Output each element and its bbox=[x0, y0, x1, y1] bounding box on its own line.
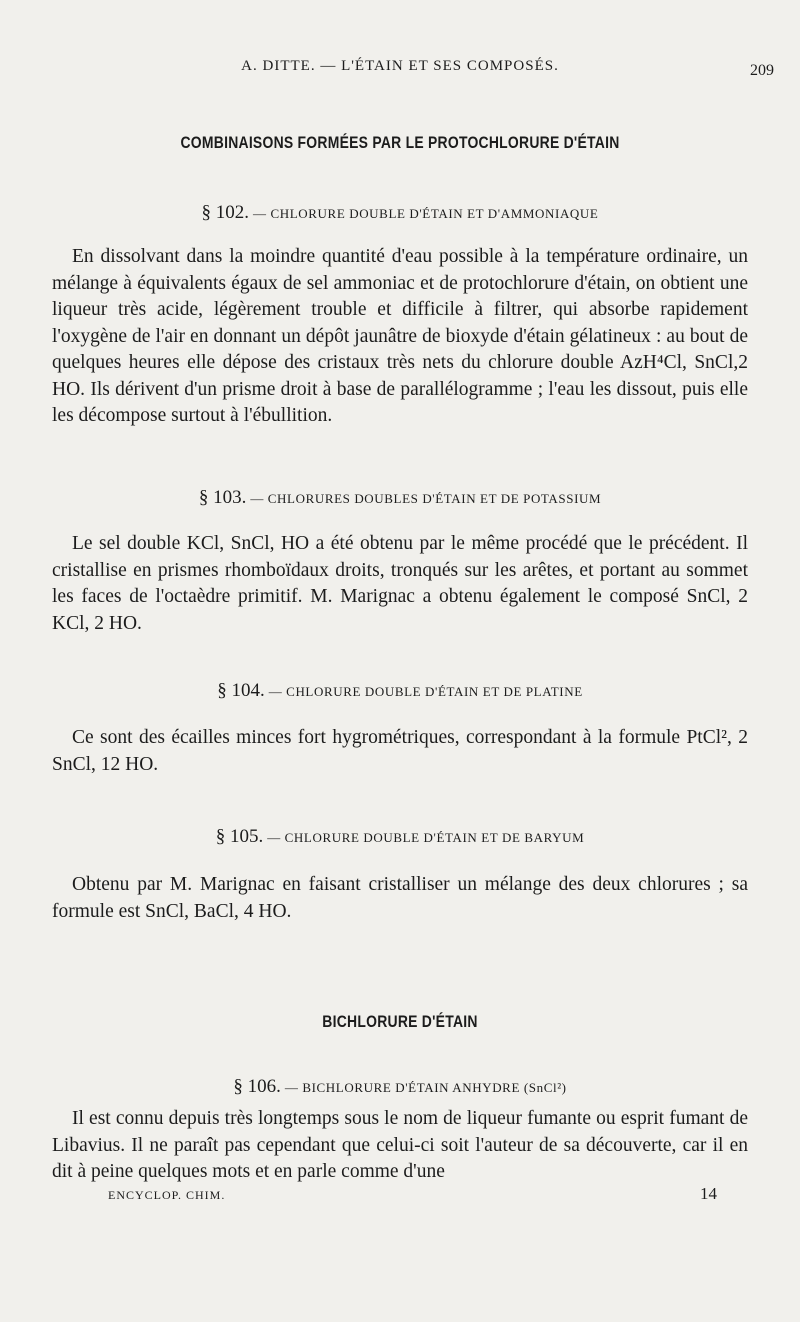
heading-106 bbox=[0, 1076, 800, 1098]
heading-103 bbox=[0, 487, 800, 509]
section-title-combinaisons: COMBINAISONS FORMÉES PAR LE PROTOCHLORURE D'ÉTAIN bbox=[180, 133, 620, 152]
heading-105 bbox=[0, 826, 800, 848]
heading-102-number: § 102. bbox=[201, 202, 250, 223]
heading-104 bbox=[0, 680, 800, 702]
heading-102 bbox=[0, 202, 800, 224]
paragraph-106: Il est connu depuis très longtemps sous le nom de liqueur fumante ou esprit fumant de Libavius. Il ne paraît pas cependant que celui-ci soit l'auteur de sa découverte, car il en dit à peine quelques mots et en parle comme d'une bbox=[52, 1108, 748, 1182]
heading-104-number: § 104. bbox=[217, 680, 265, 701]
heading-103-title: — CHLORURES DOUBLES D'ÉTAIN ET DE POTASSIUM bbox=[250, 491, 602, 506]
page-number: 209 bbox=[750, 62, 774, 79]
heading-105-title: — CHLORURE DOUBLE D'ÉTAIN ET DE BARYUM bbox=[267, 830, 585, 845]
heading-102-title: — CHLORURE DOUBLE D'ÉTAIN ET D'AMMONIAQUE bbox=[253, 206, 599, 221]
paragraph-102: En dissolvant dans la moindre quantité d'eau possible à la température ordinaire, un mélange à équivalents égaux de sel ammoniac et de protochlorure d'étain, on obtient une liqueur très acide, légèrement trouble et difficile à filtrer, qui absorbe rapidement l'oxygène de l'air en donnant un dépôt jaunâtre de bioxyde d'étain gélatineux : au bout de quelques heures elle dépose des cristaux très nets du chlorure double AzH⁴Cl, SnCl,2 HO. Ils dérivent d'un prisme droit à base de parallélogramme ; l'eau les dissout, puis elle les décompose surtout à l'ébullition. bbox=[52, 246, 748, 426]
running-head: A. DITTE. — L'ÉTAIN ET SES COMPOSÉS. bbox=[241, 58, 559, 74]
heading-104-title: — CHLORURE DOUBLE D'ÉTAIN ET DE PLATINE bbox=[268, 684, 583, 699]
section-title-bichlorure: BICHLORURE D'ÉTAIN bbox=[322, 1012, 478, 1031]
paragraph-105: Obtenu par M. Marignac en faisant cristalliser un mélange des deux chlorures ; sa formule est SnCl, BaCl, 4 HO. bbox=[52, 874, 748, 922]
footer-sheet-number: 14 bbox=[700, 1184, 717, 1203]
footer-signature: ENCYCLOP. CHIM. bbox=[108, 1188, 226, 1202]
heading-105-number: § 105. bbox=[215, 826, 264, 847]
heading-106-title: — BICHLORURE D'ÉTAIN ANHYDRE (SnCl²) bbox=[284, 1080, 567, 1095]
heading-103-number: § 103. bbox=[198, 487, 247, 508]
paragraph-104: Ce sont des écailles minces fort hygrométriques, correspondant à la formule PtCl², 2 SnCl, 12 HO. bbox=[52, 727, 748, 775]
heading-106-number: § 106. bbox=[233, 1076, 281, 1097]
paragraph-103: Le sel double KCl, SnCl, HO a été obtenu par le même procédé que le précédent. Il cristallise en prismes rhomboïdaux droits, tronqués sur les arêtes, et portant au sommet les faces de l'octaèdre primitif. M. Marignac a obtenu également le composé SnCl, 2 KCl, 2 HO. bbox=[52, 533, 748, 634]
